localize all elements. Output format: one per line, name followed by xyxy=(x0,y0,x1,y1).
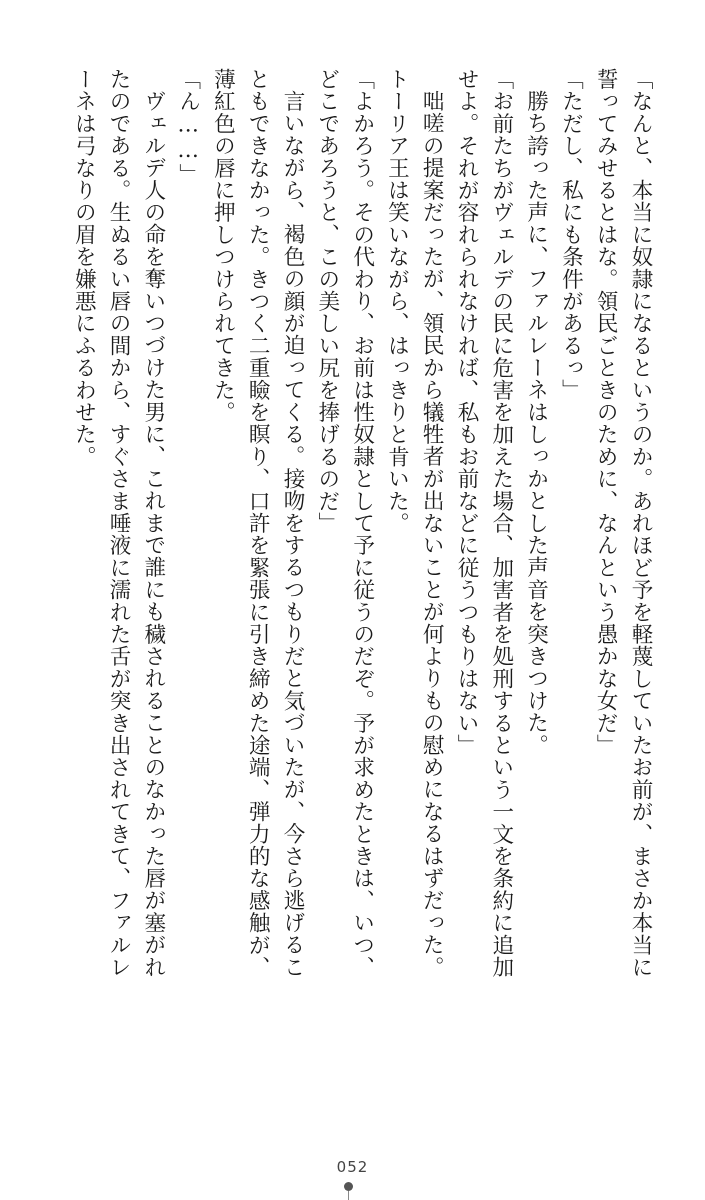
paragraph-8: 「ん……」 xyxy=(175,68,201,186)
folio-ornament-icon xyxy=(342,1182,354,1200)
paragraph-2: 「ただし、私にも条件があるっ」 xyxy=(558,68,584,401)
paragraph-7: 言いながら、褐色の顔が迫ってくる。接吻をするつもりだと気づいたが、今さら逃げることもできなかった。きつく二重瞼を瞑り、口許を緊張に引き締めた途端、弾力的な感触が、薄紅色の唇に押しつけられてきた。 xyxy=(210,68,306,979)
vertical-text-body xyxy=(37,68,657,998)
page-number: 052 xyxy=(336,1158,369,1176)
paragraph-4: 「お前たちがヴェルデの民に危害を加えた場合、加害者を処刑するという一文を条約に追加せよ。それが容れられなければ、私もお前などに従うつもりはない」 xyxy=(454,68,514,979)
paragraph-5: 咄嗟の提案だったが、領民から犠牲者が出ないことが何よりもの慰めになるはずだった。トーリア王は笑いながら、はっきりと肯いた。 xyxy=(384,68,445,978)
paragraph-3: 勝ち誇った声に、ファルレーネはしっかとした声音を突きつけた。 xyxy=(523,89,549,756)
folio-dot-icon xyxy=(344,1182,353,1191)
paragraph-1: 「なんと、本当に奴隷になるというのか。あれほど予を軽蔑していたお前が、まさか本当に誓ってみせるとはな。領民ごときのために、なんという愚かな女だ」 xyxy=(593,68,653,979)
paragraph-9: ヴェルデ人の命を奪いつづけた男に、これまで誰にも穢されることのなかった唇が塞がれたのである。生ぬるい唇の間から、すぐさま唾液に濡れた舌が突き出されてきて、ファルレーネは弓なりの眉を嫌悪にふるわせた。 xyxy=(71,68,166,979)
folio-line-icon xyxy=(348,1191,349,1200)
paragraph-6: 「よかろう。その代わり、お前は性奴隷として予に従うのだぞ。予が求めたときは、いつ、どこであろうと、この美しい尻を捧げるのだ」 xyxy=(314,68,375,979)
